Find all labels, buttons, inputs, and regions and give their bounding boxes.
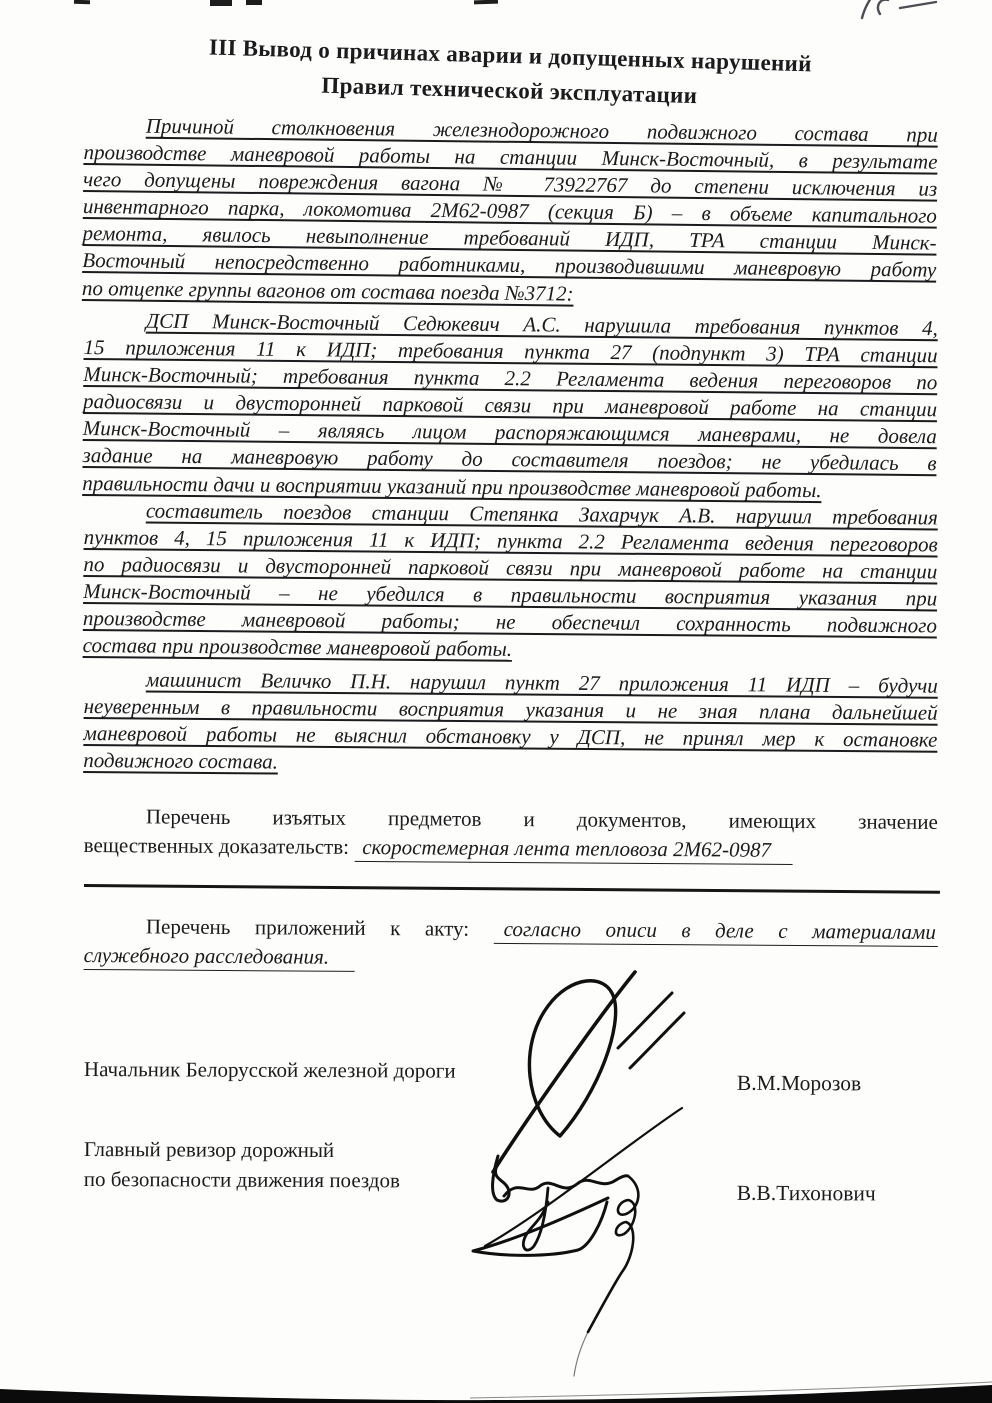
signature-row-auditor xyxy=(83,1134,944,1206)
paragraph-driver-violations xyxy=(83,666,938,781)
handwritten-page-mark xyxy=(852,0,948,24)
text-line: пунктов 4, 15 приложения 11 к ИДП; пункта 2.2 Регламента ведения переговоров xyxy=(83,525,938,557)
text-line: неуверенным в правильности восприятия указания и не зная плана дальнейшей xyxy=(83,694,938,725)
title-line: Правил технической эксплуатации xyxy=(321,72,698,109)
text-line: Минск-Восточный; требования пункта 2.2 Регламента ведения переговоров по xyxy=(83,362,938,395)
text-line: 15 приложения 11 к ИДП; требования пункта 27 (подпункт 3) ТРА станции xyxy=(83,335,938,368)
text-line: маневровой работы не выяснил обстановку у ДСП, не принял мер к остановке xyxy=(83,721,938,752)
text-line: Минск-Восточный – не убедился в правильности восприятия указания при xyxy=(83,579,938,611)
scan-bottom-edge xyxy=(0,1377,992,1403)
signature-row-chief xyxy=(83,1054,944,1096)
horizontal-rule xyxy=(84,884,940,894)
text-line: задание на маневровую работу до составителя поездов; не убедилась в xyxy=(82,443,937,476)
evidence-label: вещественных доказательств: xyxy=(83,832,350,859)
text-line: Минск-Восточный – являясь лицом распоряжающимся маневрами, не довела xyxy=(82,416,937,449)
scan-top-artifact xyxy=(246,0,262,5)
text-line: производстве маневровой работы; не обеспечил сохранность подвижного xyxy=(82,606,938,638)
attachments-value-line xyxy=(84,941,938,976)
signer-name: В.В.Тихонович xyxy=(736,1180,876,1206)
text-line: по отцепке группы вагонов от состава поезда №3712: xyxy=(81,275,574,306)
handwritten-signatures-ink xyxy=(430,950,750,1403)
signer-role-line: Главный ревизор дорожный xyxy=(83,1137,335,1163)
evidence-label-line: Перечень изъятых предметов и документов, имеющих значение xyxy=(145,804,938,834)
signer-role-line: Начальник Белорусской железной дороги xyxy=(83,1057,456,1083)
text-line: по радиосвязи и двусторонней парковой связи при маневровой работе на станции xyxy=(83,552,938,584)
attachments-label: Перечень приложений к акту: xyxy=(145,914,470,941)
text-line: ремонта, явилось невыполнение требований ИДП, ТРА станции Минск- xyxy=(82,221,937,256)
signer-role xyxy=(84,1134,400,1195)
signature-tikhonovich-ink xyxy=(473,1108,682,1376)
scan-top-artifact xyxy=(210,0,232,6)
attachments-filled-value: согласно описи в деле с материалами xyxy=(494,917,938,947)
attachments-section xyxy=(84,912,938,976)
paragraph-cause-of-accident xyxy=(82,112,938,311)
text-line: правильности дачи и восприятии указаний при производстве маневровой работы. xyxy=(82,470,822,502)
text-line: чего допущены повреждения вагона № 73922767 до степени исключения из xyxy=(83,167,938,201)
paragraph-dsp-violations xyxy=(82,307,938,505)
evidence-filled-value: скоростемерная лента тепловоза 2М62-0987 xyxy=(354,835,793,865)
text-line: составитель поездов станции Степянка Захарчук А.В. нарушил требования xyxy=(145,498,938,530)
text-line: радиосвязи и двусторонней парковой связи при маневровой работе на станции xyxy=(82,389,938,422)
text-line: ДСП Минск-Восточный Седюкевич А.С. нарушила требования пунктов 4, xyxy=(145,308,938,341)
scan-top-artifact xyxy=(74,0,90,4)
scan-top-artifact xyxy=(474,0,498,4)
text-line: состава при производстве маневровой работы. xyxy=(82,633,513,662)
text-line: производстве маневровой работы на станции Минск-Восточный, в результате xyxy=(83,140,938,174)
paragraph-compiler-violations xyxy=(83,497,938,667)
evidence-list-section xyxy=(84,802,938,866)
signer-role-line: по безопасности движения поездов xyxy=(83,1166,400,1193)
text-line: подвижного состава. xyxy=(83,748,278,774)
signer-role xyxy=(84,1054,456,1086)
signer-name: В.М.Морозов xyxy=(736,1070,862,1096)
evidence-value-line xyxy=(84,831,938,866)
text-line: машинист Величко П.Н. нарушил пункт 27 приложения 11 ИДП – будучи xyxy=(145,667,938,698)
attachments-filled-value: служебного расследования. xyxy=(84,943,356,972)
title-line: III Вывод о причинах аварии и допущенных нарушений xyxy=(208,34,813,77)
text-line: инвентарного парка, локомотива 2М62-0987 (секция Б) – в объеме капитального xyxy=(82,194,938,228)
report-section-title xyxy=(82,26,938,120)
text-line: Причиной столкновения железнодорожного подвижного состава при xyxy=(145,113,938,147)
signature-morozov-ink xyxy=(493,972,684,1172)
text-line: Восточный непосредственно работниками, производившими маневровую работу xyxy=(82,248,937,283)
